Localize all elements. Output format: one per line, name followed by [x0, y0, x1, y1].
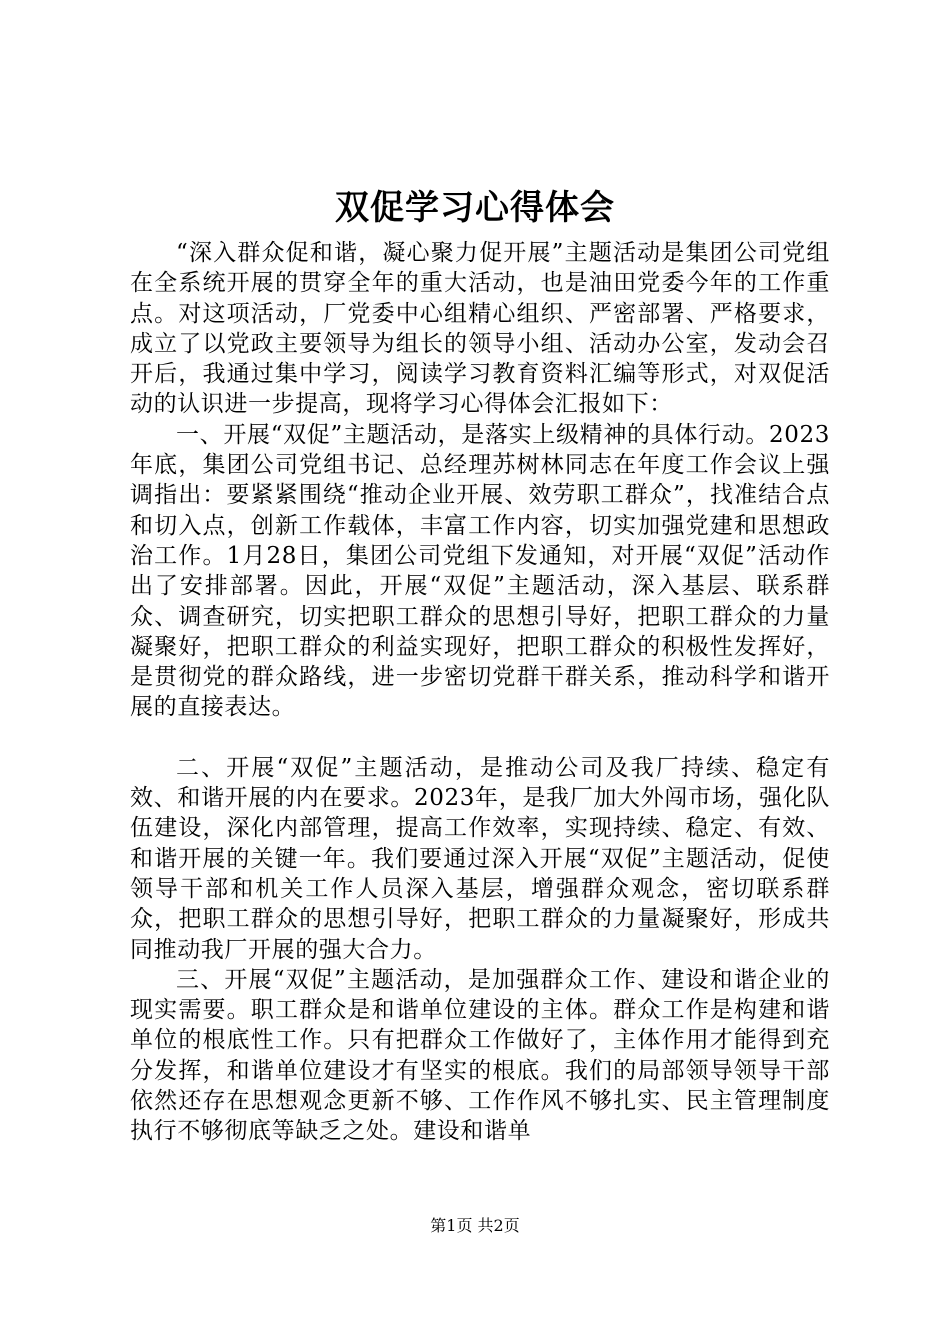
paragraph-section-3: 三、开展“双促”主题活动，是加强群众工作、建设和谐企业的现实需要。职工群众是和谐单位建设的主体。群众工作是构建和谐单位的根底性工作。只有把群众工作做好了，主体作用才能得到充分发挥，和谐单位建设才有坚实的根底。我们的局部领导领导干部依然还存在思想观念更新不够、工作作风不够扎实、民主管理制度执行不够彻底等缺乏之处。建设和谐单 [130, 966, 830, 1145]
paragraph-section-1: 一、开展“双促”主题活动，是落实上级精神的具体行动。2023年底，集团公司党组书记、总经理苏树林同志在年度工作会议上强调指出：要紧紧围绕“推动企业开展、效劳职工群众”，找准结合点和切入点，创新工作载体，丰富工作内容，切实加强党建和思想政治工作。1月28日，集团公司党组下发通知，对开展“双促”活动作出了安排部署。因此，开展“双促”主题活动，深入基层、联系群众、调查研究，切实把职工群众的思想引导好，把职工群众的力量凝聚好，把职工群众的利益实现好，把职工群众的积极性发挥好，是贯彻党的群众路线，进一步密切党群干群关系，推动科学和谐开展的直接表达。 [130, 421, 830, 721]
document-body [130, 238, 830, 1147]
document-title: 双促学习心得体会 [335, 188, 615, 228]
page-footer: 第1页 共2页 [430, 1216, 520, 1235]
paragraph-section-2: 二、开展“双促”主题活动，是推动公司及我厂持续、稳定有效、和谐开展的内在要求。2023年，是我厂加大外闯市场，强化队伍建设，深化内部管理，提高工作效率，实现持续、稳定、有效、和谐开展的关键一年。我们要通过深入开展“双促”主题活动，促使领导干部和机关工作人员深入基层，增强群众观念，密切联系群众，把职工群众的思想引导好，把职工群众的力量凝聚好，形成共同推动我厂开展的强大合力。 [130, 754, 830, 963]
paragraph-intro: “深入群众促和谐，凝心聚力促开展”主题活动是集团公司党组在全系统开展的贯穿全年的重大活动，也是油田党委今年的工作重点。对这项活动，厂党委中心组精心组织、严密部署、严格要求，成立了以党政主要领导为组长的领导小组、活动办公室，发动会召开后，我通过集中学习，阅读学习教育资料汇编等形式，对双促活动的认识进一步提高，现将学习心得体会汇报如下： [130, 240, 830, 418]
